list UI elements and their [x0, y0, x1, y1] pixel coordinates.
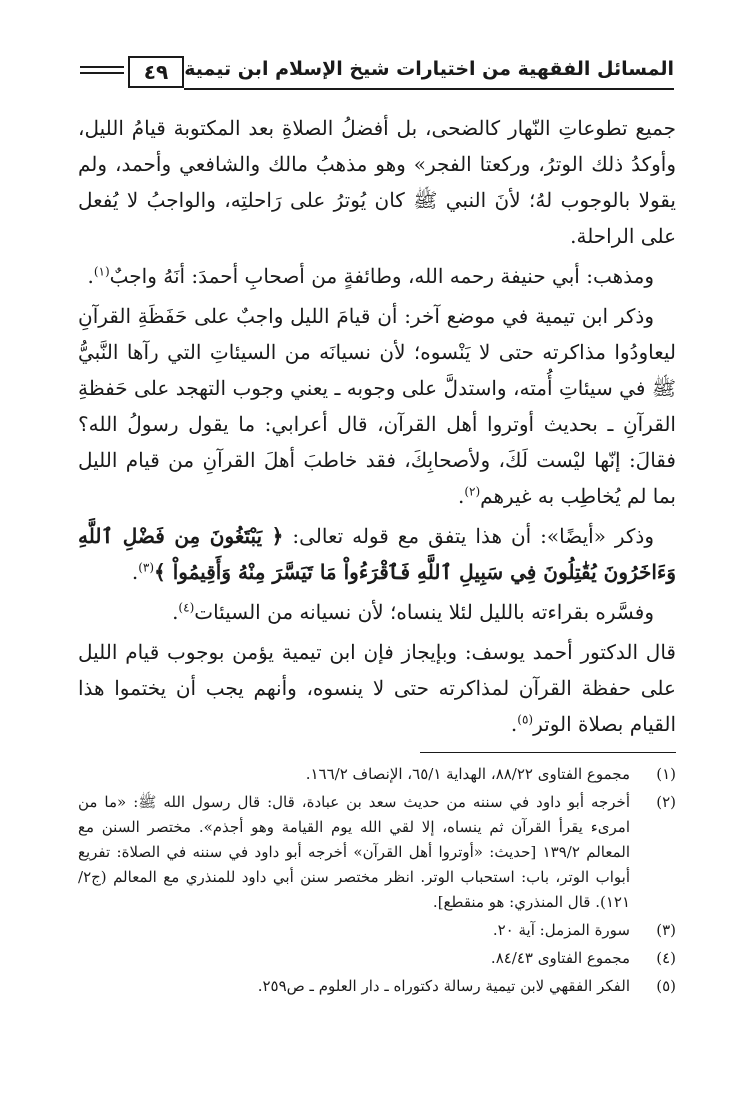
footnote-mark: (٣): [138, 560, 155, 575]
paragraph: ومذهب: أبي حنيفة رحمه الله، وطائفةٍ من أصحابِ أحمدَ: أنَهُ واجبٌ$^{(١)}$.: [87, 264, 654, 288]
footnote: [78, 974, 676, 999]
paragraph: وذكر «أيضًا»: أن هذا يتفق مع قوله تعالى: ﴿ يَبْتَغُونَ مِن فَضْلِ ٱللَّهِ وَءَاخَرُونَ يُقَٰتِلُونَ فِي سَبِيلِ ٱللَّهِ فَٱقْرَءُواْ مَا تَيَسَّرَ مِنْهُ وَأَقِيمُواْ ﴾$^{(٣)}$.: [78, 524, 676, 584]
footnote-separator: [420, 752, 676, 753]
footnotes: [78, 762, 676, 1002]
footnote-text: الفكر الفقهي لابن تيمية رسالة دكتوراه ـ دار العلوم ـ ص٢٥٩.: [257, 977, 630, 995]
footnote-number: (٢): [656, 793, 676, 811]
page-number: ٤٩: [128, 56, 184, 88]
body-text: [78, 110, 676, 746]
footnote-mark: (١): [93, 264, 110, 279]
footnote: [78, 762, 676, 787]
footnote: [78, 946, 676, 971]
paragraph: جميع تطوعاتِ النّهار كالضحى، بل أفضلُ الصلاةِ بعد المكتوبة قيامُ الليل، وأوكدُ ذلك الوترُ، وركعتا الفجر» وهو مذهبُ مالك والشافعي وأحمد، ولم يقولا بالوجوب لهُ؛ لأنَ النبي ﷺ كان يُوترُ على رَاحلتِه، والواجبُ لا يُفعل على الراحلة.: [78, 116, 676, 248]
running-header: [80, 48, 674, 92]
footnote-number: (٣): [656, 921, 676, 939]
footnote: [78, 790, 676, 915]
header-title: المسائل الفقهية من اختيارات شيخ الإسلام ابن تيمية: [184, 58, 674, 80]
footnote-number: (١): [656, 765, 676, 783]
header-rule: [80, 72, 124, 74]
paragraph: وفسَّره بقراءته بالليل لئلا ينساه؛ لأن نسيانه من السيئات$^{(٤)}$.: [172, 600, 654, 624]
footnote-mark: (٢): [464, 484, 481, 499]
footnote: [78, 918, 676, 943]
footnote-mark: (٤): [178, 600, 195, 615]
header-rule: [80, 66, 124, 68]
footnote-text: سورة المزمل: آية ٢٠.: [492, 921, 630, 939]
footnote-text: مجموع الفتاوى ٨٨/٢٢، الهداية ٦٥/١، الإنصاف ١٦٦/٢.: [305, 765, 630, 783]
footnote-number: (٤): [656, 949, 676, 967]
paragraph: قال الدكتور أحمد يوسف: وبإيجاز فإن ابن تيمية يؤمن بوجوب قيام الليل على حفظة القرآن لمذاكرته حتى لا ينسوه، وأنهم يجب أن يختموا هذا القيام بصلاة الوتر$^{(٥)}$.: [78, 640, 676, 736]
footnote-mark: (٥): [517, 712, 534, 727]
header-underline: [184, 88, 674, 90]
footnote-number: (٥): [656, 977, 676, 995]
footnote-text: أخرجه أبو داود في سننه من حديث سعد بن عبادة، قال: قال رسول الله ﷺ: «ما من امرىء يقرأ القرآن ثم ينساه، إلا لقي الله يوم القيامة وهو أجذم». مختصر السنن مع المعالم ١٣٩/٢ [حديث: «أوتروا أهل القرآن» أخرجه أبو داود في سننه في الصلاة: تفريع أبواب الوتر، باب: استحباب الوتر. انظر مختصر سنن أبي داود للمنذري مع المعالم (ج٢/ ١٢١). قال المنذري: هو منقطع].: [78, 793, 631, 911]
paragraph: وذكر ابن تيمية في موضع آخر: أن قيامَ الليل واجبٌ على حَفَظَةِ القرآنِ ليعاودُوا مذاكرته حتى لا يَنْسوه؛ لأن نسيانَه من السيئاتِ التي رآها النَّبيُّ ﷺ في سيئاتِ أُمته، واستدلَّ على وجوبه ـ يعني وجوب التهجد على حَفظةِ القرآنِ ـ بحديث أوتروا أهل القرآن، قال أعرابي: ما يقول رسولُ الله؟ فقالَ: إنّها ليْست لَكَ، ولأصحابِكَ، فقد خاطبَ أهلَ القرآنِ من قيام الليل بما لم يُخاطِب به غيرهم$^{(٢)}$.: [78, 304, 676, 508]
footnote-text: مجموع الفتاوى ٨٤/٤٣.: [490, 949, 630, 967]
quran-verse: ﴿ يَبْتَغُونَ مِن فَضْلِ ٱللَّهِ وَءَاخَرُونَ يُقَٰتِلُونَ فِي سَبِيلِ ٱللَّهِ فَٱقْرَءُواْ مَا تَيَسَّرَ مِنْهُ وَأَقِيمُواْ ﴾: [78, 524, 676, 584]
